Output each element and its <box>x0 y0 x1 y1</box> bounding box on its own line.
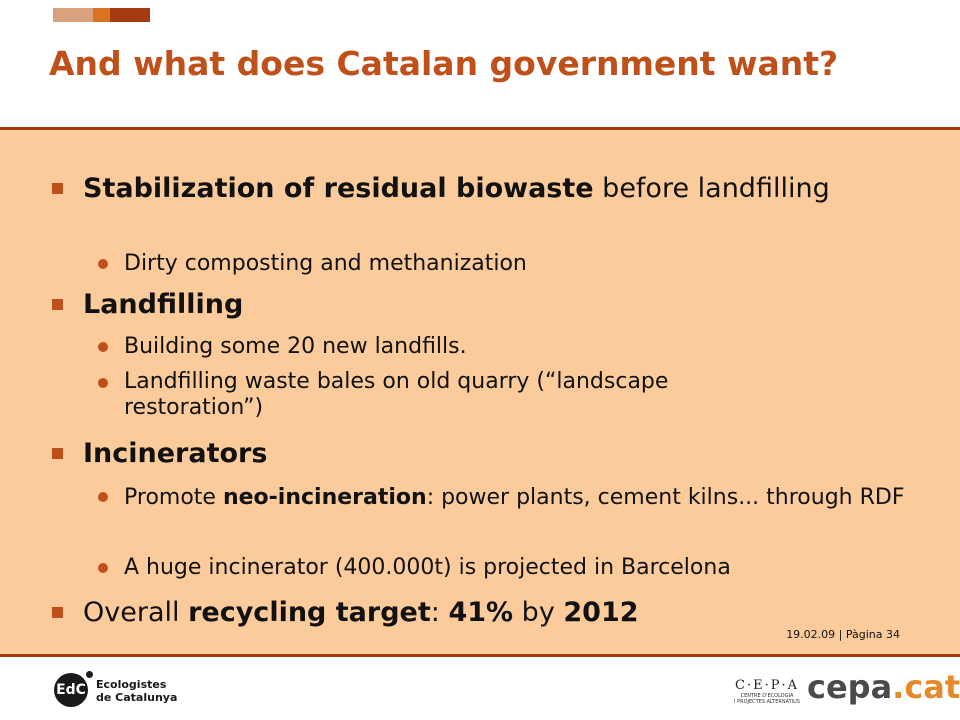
cepa-letters: C·E·P·A <box>735 678 799 693</box>
target-bold-part: recycling target <box>188 597 431 628</box>
bullet-landfilling <box>52 287 902 323</box>
target-text-part: Overall <box>83 597 189 628</box>
target-text-part: by <box>513 597 564 628</box>
edc-name-line2: de Catalunya <box>96 691 178 704</box>
sub-bullet-post: : power plants, cement kilns... through RDF <box>426 485 905 510</box>
sub-bullet-barcelona <box>98 554 898 582</box>
cepa-tld: .cat <box>892 668 960 706</box>
sub-bullet-new-landfills <box>98 333 898 361</box>
accent-swatch-light <box>53 8 93 22</box>
bullet-text <box>83 436 902 472</box>
edc-dot-icon <box>86 671 93 678</box>
sub-bullet-neo-incineration <box>98 481 905 514</box>
target-text-part: : <box>430 597 449 628</box>
dot-bullet-icon <box>98 378 108 388</box>
bullet-text <box>83 595 902 631</box>
square-bullet-icon <box>52 299 63 310</box>
accent-swatch-mid <box>93 8 110 22</box>
square-bullet-icon <box>52 448 63 459</box>
footer-date-page: 19.02.09 | Pàgina 34 <box>786 628 900 641</box>
bullet-recycling-target <box>52 595 902 631</box>
square-bullet-icon <box>52 607 63 618</box>
edc-mark: EdC <box>54 673 88 707</box>
sub-bullet-text: Landfilling waste bales on old quarry (“landscape restoration”) <box>124 369 669 420</box>
cepa-sub2: I PROJECTES ALTERNATIUS <box>734 699 800 705</box>
dot-bullet-icon <box>98 259 108 269</box>
bullet-stabilization <box>52 171 902 207</box>
bullet-bold-text: Landfilling <box>83 289 244 320</box>
ecologistes-logo <box>54 671 194 711</box>
dot-bullet-icon <box>98 492 108 502</box>
cepa-cat-wordmark <box>807 668 960 706</box>
sub-bullet-text: Building some 20 new landfills. <box>124 334 467 359</box>
sub-bullet-pre: Promote <box>124 485 223 510</box>
bullet-incinerators <box>52 436 902 472</box>
dot-bullet-icon <box>98 563 108 573</box>
edc-name <box>96 678 177 704</box>
bullet-bold-text: Incinerators <box>83 438 268 469</box>
sub-bullet-quarry <box>98 369 898 421</box>
accent-swatch-dark <box>110 8 150 22</box>
bullet-text <box>83 287 902 323</box>
sub-bullet-composting <box>98 250 898 278</box>
sub-bullet-text: A huge incinerator (400.000t) is projected in Barcelona <box>124 555 731 580</box>
bullet-bold-text: Stabilization of residual biowaste <box>83 173 594 204</box>
sub-bullet-bold: neo-incineration <box>222 485 427 510</box>
cepa-sub1: CENTRE D'ECOLOGIA <box>740 693 794 699</box>
sub-bullet-text <box>124 481 914 514</box>
cepa-name: cepa <box>807 668 893 706</box>
dot-bullet-icon <box>98 342 108 352</box>
bullet-text <box>83 171 902 207</box>
cepa-logo <box>727 678 807 718</box>
edc-name-line1: Ecologistes <box>96 678 167 691</box>
square-bullet-icon <box>52 183 63 194</box>
slide-title: And what does Catalan government want? <box>49 44 839 83</box>
target-bold-part: 2012 <box>563 597 639 628</box>
bullet-rest-text: before landfilling <box>593 173 830 204</box>
target-bold-part: 41% <box>448 597 514 628</box>
sub-bullet-text: Dirty composting and methanization <box>124 251 527 276</box>
